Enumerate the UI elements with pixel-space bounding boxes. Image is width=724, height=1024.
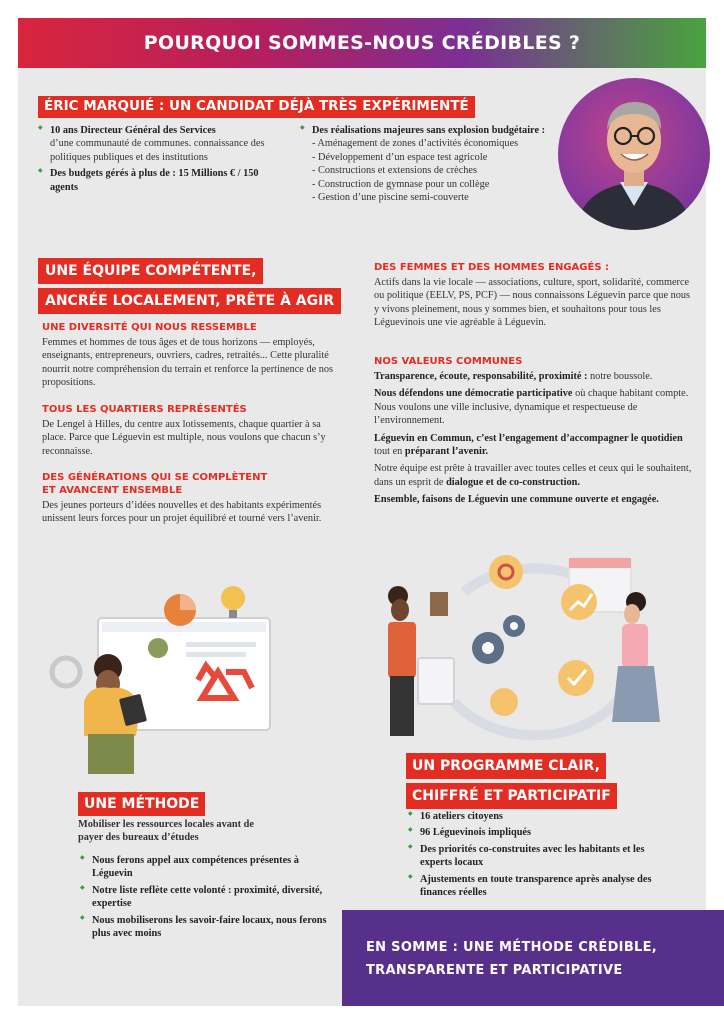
program-illustration: [374, 552, 674, 742]
program-label-line2: [406, 783, 617, 809]
list-item: [80, 914, 330, 941]
values-paragraph: [374, 432, 694, 459]
engaged-text: Actifs dans la vie locale — associations, culture, sport, solidarité, commerce ou politique (EELV, PS, PCF) — nous connaissons Léguevin parce que nous y vivons pleinement, nous y sommes bien, et souhaitons pour tous les Léguevinois une vie agréable à Léguevin.: [374, 277, 691, 329]
generations-heading-line2: ET AVANCENT ENSEMBLE: [42, 484, 183, 496]
list-item: [408, 826, 668, 839]
summary-text: [366, 937, 657, 983]
method-bullet: Notre liste reflète cette volonté : proximité, diversité, expertise: [92, 884, 323, 910]
values-paragraph: [374, 462, 694, 489]
values-strong: Léguevin en Commun, c’est l’engagement d’accompagner le quotidien: [374, 432, 683, 444]
list-item: [38, 167, 288, 194]
program-bullet: Ajustements en toute transparence après analyse des finances réelles: [420, 873, 652, 898]
program-bullet: 96 Léguevinois impliqués: [420, 827, 531, 839]
list-item: [80, 884, 330, 911]
candidate-heading: [38, 96, 475, 118]
team-label-line2-text: ANCRÉE LOCALEMENT, PRÊTE À AGIR: [45, 293, 335, 309]
summary-line1: EN SOMME : UNE MÉTHODE CRÉDIBLE,: [366, 940, 658, 955]
achievement-item: - Construction de gymnase pour un collège: [312, 178, 490, 190]
method-bullet: Nous ferons appel aux compétences présentes à Léguevin: [92, 855, 299, 880]
values-strong: Ensemble, faisons de Léguevin une commune ouverte et engagée.: [374, 494, 659, 505]
districts-heading: TOUS LES QUARTIERS REPRÉSENTÉS: [42, 404, 247, 415]
candidate-portrait: [558, 78, 710, 230]
summary-banner: [342, 910, 724, 1006]
diversity-text: Femmes et hommes de tous âges et de tous horizons — employés, enseignants, entrepreneurs, ouvriers, cadres, retraités... Cette pluralité nourrit notre compréhension du terrain et renforce la pertinence de nos propositions.: [42, 337, 334, 389]
candidate-right-list: [300, 124, 550, 207]
achievements-heading: Des réalisations majeures sans explosion budgétaire :: [312, 125, 546, 136]
generations-heading: [42, 472, 267, 497]
values-span: où chaque habitant compte. Nous voulons une ville inclusive, dynamique et respectueuse de l’environnement.: [374, 388, 689, 427]
achievement-item: - Développement d’un espace test agricole: [312, 151, 488, 163]
program-bullet: 16 ateliers citoyens: [420, 811, 503, 822]
list-item: [408, 843, 668, 870]
method-illustration: [38, 576, 278, 776]
method-list: [80, 854, 330, 943]
bullet-text: d’une communauté de communes. connaissance des politiques publiques et des institutions: [50, 138, 265, 163]
team-label-line1: [38, 258, 263, 284]
achievement-item: - Constructions et extensions de crèches: [312, 165, 477, 177]
values-span: Notre équipe est prête à travailler avec toutes celles et ceux qui le souhaitent, dans un esprit de: [374, 463, 692, 488]
portrait-illustration: [558, 78, 710, 230]
list-item: [80, 854, 330, 881]
bullet-strong: Des budgets gérés à plus de : 15 Millions € / 150 agents: [50, 168, 259, 193]
values-paragraph: [374, 493, 694, 506]
team-label-line1-text: UNE ÉQUIPE COMPÉTENTE,: [45, 263, 257, 279]
achievement-item: - Aménagement de zones d’activités économiques: [312, 138, 519, 150]
list-item: [408, 873, 668, 900]
values-paragraph: [374, 370, 694, 383]
method-label-text: UNE MÉTHODE: [84, 796, 200, 812]
method-label: [78, 792, 205, 816]
values-heading: NOS VALEURS COMMUNES: [374, 356, 523, 367]
summary-line2: TRANSPARENTE ET PARTICIPATIVE: [366, 962, 623, 978]
achievement-item: - Gestion d’une piscine semi-couverte: [312, 191, 469, 203]
program-bullet: Des priorités co-construites avec les habitants et les experts locaux: [420, 843, 645, 869]
list-item: [408, 810, 668, 823]
program-list: [408, 810, 668, 902]
values-strong: Transparence, écoute, responsabilité, proximité :: [374, 371, 588, 382]
page-title: POURQUOI SOMMES-NOUS CRÉDIBLES ?: [143, 32, 581, 54]
districts-text: De Lengel à Hilles, du centre aux lotissements, chaque quartier à sa place. Parce que Léguevin est multiple, nous voulons que chacun s’y reconnaisse.: [42, 419, 326, 457]
values-strong: Nous défendons une démocratie participative: [374, 388, 573, 400]
generations-text: Des jeunes porteurs d’idées nouvelles et des habitants expérimentés unissent leurs forces pour un projet équilibré et tourné vers l’avenir.: [42, 500, 322, 525]
candidate-left-list: [38, 124, 288, 197]
program-label-line1-text: UN PROGRAMME CLAIR,: [412, 758, 600, 774]
values-span: tout en: [374, 445, 405, 457]
values-text: [374, 370, 694, 506]
team-label-line2: [38, 288, 341, 314]
engaged-heading: DES FEMMES ET DES HOMMES ENGAGÉS :: [374, 262, 609, 273]
values-strong: dialogue et de co-construction.: [446, 476, 580, 488]
list-item: [38, 124, 288, 164]
bullet-strong: 10 ans Directeur Général des Services: [50, 125, 216, 136]
program-label-line1: [406, 753, 606, 779]
generations-heading-line1: DES GÉNÉRATIONS QUI SE COMPLÈTENT: [42, 472, 268, 483]
candidate-heading-text: ÉRIC MARQUIÉ : UN CANDIDAT DÉJÀ TRÈS EXPÉRIMENTÉ: [44, 98, 469, 114]
values-paragraph: [374, 387, 694, 427]
program-label-line2-text: CHIFFRÉ ET PARTICIPATIF: [412, 788, 611, 804]
diversity-heading: UNE DIVERSITÉ QUI NOUS RESSEMBLE: [42, 322, 257, 333]
values-strong: préparant l’avenir.: [404, 445, 489, 457]
method-intro: Mobiliser les ressources locales avant de payer des bureaux d’études: [78, 819, 254, 844]
list-item: [300, 124, 550, 204]
header-banner: [18, 18, 706, 68]
values-span: notre boussole.: [587, 371, 653, 382]
method-bullet: Nous mobiliserons les savoir-faire locaux, nous ferons plus avec moins: [92, 914, 327, 939]
